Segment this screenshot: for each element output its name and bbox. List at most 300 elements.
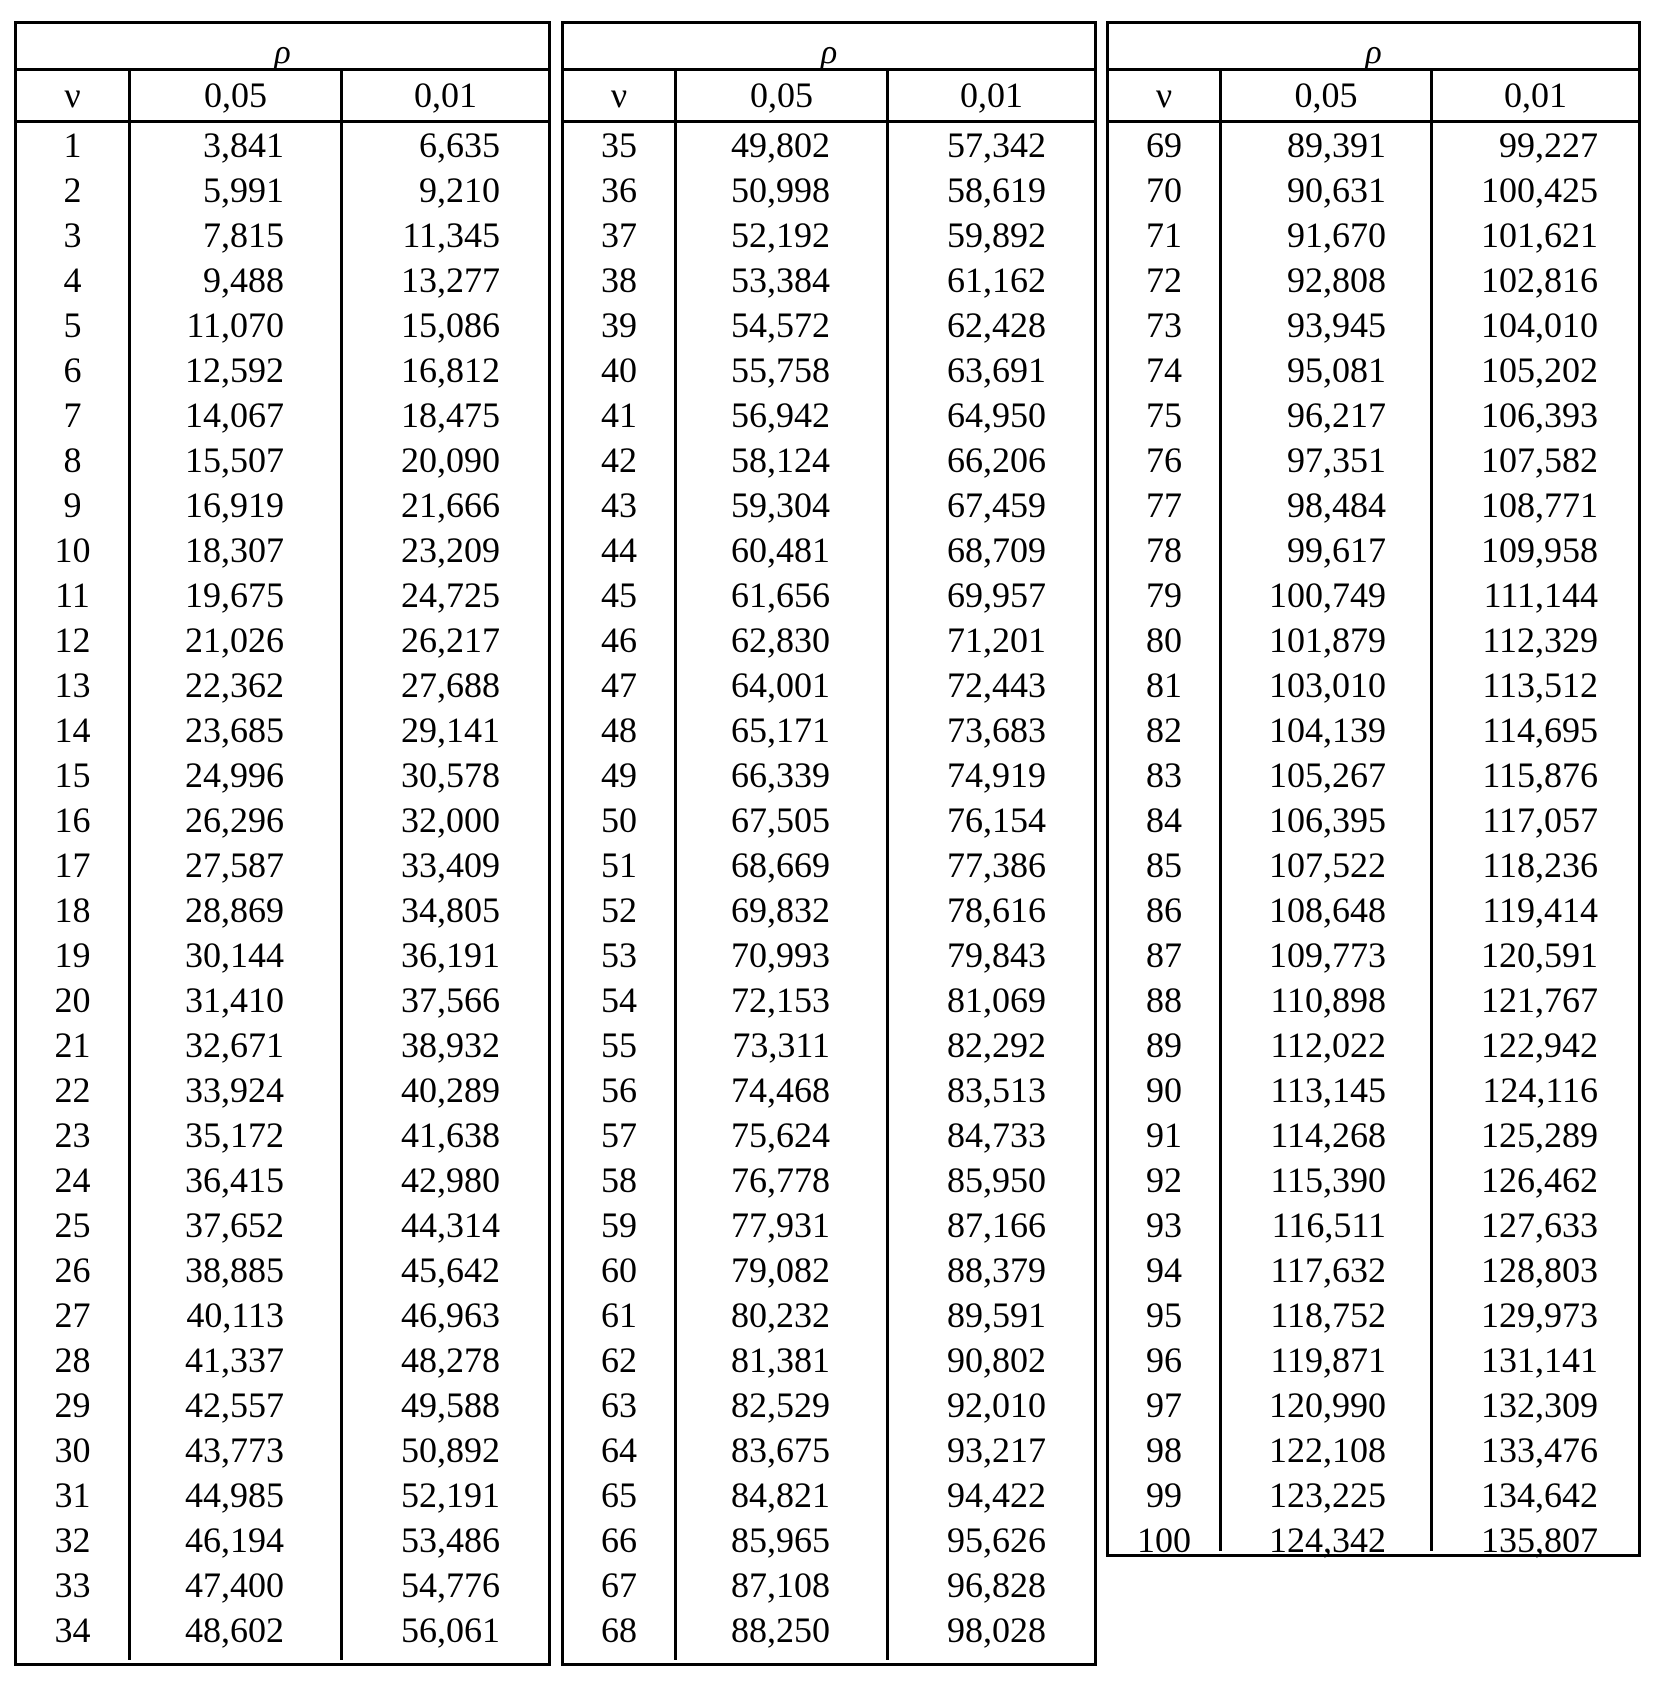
table-cell: 66: [601, 1520, 637, 1560]
table-cell: 38,932: [401, 1025, 500, 1065]
table-cell: 18,307: [185, 530, 284, 570]
table-cell: 114,695: [1482, 710, 1598, 750]
table-cell: 47: [601, 665, 637, 705]
table-cell: 92,010: [947, 1385, 1046, 1425]
table-cell: 67,505: [731, 800, 830, 840]
table-cell: 30: [54, 1430, 91, 1470]
table-cell: 46,194: [185, 1520, 284, 1560]
table-cell: 112,329: [1482, 620, 1598, 660]
table-cell: 21,666: [401, 485, 500, 525]
table-cell: 84,821: [731, 1475, 830, 1515]
table-cell: 53,384: [731, 260, 830, 300]
table-cell: 97,351: [1287, 440, 1386, 480]
table-cell: 9,210: [419, 170, 500, 210]
table-cell: 74,919: [947, 755, 1046, 795]
table-cell: 87,108: [731, 1565, 830, 1605]
table-panel-1: [14, 21, 551, 1666]
table-cell: 119,871: [1270, 1340, 1386, 1380]
table-cell: 12: [54, 620, 91, 660]
table-cell: 119,414: [1482, 890, 1598, 930]
table-cell: 24,996: [185, 755, 284, 795]
p001-column: [343, 123, 548, 1660]
p005-header: 0,05: [677, 71, 889, 120]
table-cell: 59: [601, 1205, 637, 1245]
table-cell: 111,144: [1483, 575, 1598, 615]
table-cell: 68,669: [731, 845, 830, 885]
nu-header: ν: [17, 71, 131, 120]
p005-column: [677, 123, 889, 1660]
table-cell: 87,166: [947, 1205, 1046, 1245]
table-cell: 82: [1146, 710, 1182, 750]
table-cell: 38: [601, 260, 637, 300]
table-cell: 44,314: [401, 1205, 500, 1245]
table-cell: 100: [1137, 1520, 1191, 1560]
table-cell: 95: [1146, 1295, 1182, 1335]
table-cell: 54: [601, 980, 637, 1020]
table-cell: 70: [1146, 170, 1182, 210]
table-cell: 32,000: [401, 800, 500, 840]
table-cell: 121,767: [1481, 980, 1598, 1020]
table-cell: 120,591: [1481, 935, 1598, 975]
p001-header: 0,01: [414, 75, 477, 115]
table-cell: 5: [63, 305, 82, 345]
table-cell: 55: [601, 1025, 637, 1065]
table-cell: 131,141: [1481, 1340, 1598, 1380]
table-cell: 19: [54, 935, 91, 975]
table-cell: 92,808: [1287, 260, 1386, 300]
table-cell: 94,422: [947, 1475, 1046, 1515]
table-cell: 92: [1146, 1160, 1182, 1200]
table-cell: 2: [63, 170, 82, 210]
table-cell: 11: [55, 575, 90, 615]
table-cell: 9: [63, 485, 82, 525]
table-cell: 102,816: [1481, 260, 1598, 300]
table-cell: 73,311: [732, 1025, 830, 1065]
table-cell: 75: [1146, 395, 1182, 435]
table-cell: 97: [1146, 1385, 1182, 1425]
table-cell: 33,409: [401, 845, 500, 885]
table-cell: 129,973: [1481, 1295, 1598, 1335]
table-cell: 17: [54, 845, 91, 885]
table-cell: 85,950: [947, 1160, 1046, 1200]
table-cell: 99,227: [1499, 125, 1598, 165]
table-cell: 84,733: [947, 1115, 1046, 1155]
table-cell: 27,688: [401, 665, 500, 705]
table-cell: 67,459: [947, 485, 1046, 525]
table-cell: 23: [54, 1115, 91, 1155]
table-cell: 133,476: [1481, 1430, 1598, 1470]
table-cell: 3,841: [203, 125, 284, 165]
table-cell: 24: [54, 1160, 91, 1200]
table-cell: 122,942: [1481, 1025, 1598, 1065]
table-cell: 95,626: [947, 1520, 1046, 1560]
nu-header: ν: [1109, 71, 1222, 120]
table-cell: 76,154: [947, 800, 1046, 840]
table-cell: 32: [54, 1520, 91, 1560]
table-cell: 6: [63, 350, 82, 390]
table-cell: 33,924: [185, 1070, 284, 1110]
table-cell: 82,292: [947, 1025, 1046, 1065]
table-cell: 34,805: [401, 890, 500, 930]
column-headers: [564, 71, 1094, 123]
table-cell: 93,945: [1287, 305, 1386, 345]
table-cell: 20: [54, 980, 91, 1020]
table-cell: 1: [63, 125, 82, 165]
column-headers: [17, 71, 548, 123]
table-cell: 127,633: [1481, 1205, 1598, 1245]
table-cell: 110,898: [1270, 980, 1386, 1020]
table-cell: 59,304: [731, 485, 830, 525]
table-cell: 112,022: [1270, 1025, 1386, 1065]
table-cell: 48,602: [185, 1610, 284, 1650]
table-cell: 96,217: [1287, 395, 1386, 435]
table-cell: 98,484: [1287, 485, 1386, 525]
table-cell: 87: [1146, 935, 1182, 975]
table-cell: 60,481: [731, 530, 830, 570]
table-cell: 83,675: [731, 1430, 830, 1470]
table-cell: 21,026: [185, 620, 284, 660]
table-cell: 43,773: [185, 1430, 284, 1470]
table-cell: 85,965: [731, 1520, 830, 1560]
p001-column: [889, 123, 1094, 1660]
table-cell: 75,624: [731, 1115, 830, 1155]
table-cell: 10: [54, 530, 91, 570]
table-cell: 90,802: [947, 1340, 1046, 1380]
nu-header: ν: [564, 71, 677, 120]
p005-column: [131, 123, 343, 1660]
p-label: ρ: [274, 34, 291, 71]
table-cell: 15,086: [401, 305, 500, 345]
table-cell: 31,410: [185, 980, 284, 1020]
table-cell: 68: [601, 1610, 637, 1650]
table-cell: 64,950: [947, 395, 1046, 435]
table-cell: 41,638: [401, 1115, 500, 1155]
table-cell: 107,522: [1269, 845, 1386, 885]
p005-header: 0,05: [1222, 71, 1433, 120]
table-cell: 12,592: [185, 350, 284, 390]
table-cell: 84: [1146, 800, 1182, 840]
table-cell: 104,010: [1481, 305, 1598, 345]
table-cell: 40: [601, 350, 637, 390]
table-cell: 22,362: [185, 665, 284, 705]
table-body: [17, 123, 548, 1660]
table-cell: 8: [63, 440, 82, 480]
table-cell: 76,778: [731, 1160, 830, 1200]
table-cell: 122,108: [1269, 1430, 1386, 1470]
p001-header: 0,01: [1504, 75, 1567, 115]
table-cell: 37: [601, 215, 637, 255]
table-cell: 56,061: [401, 1610, 500, 1650]
table-cell: 58,619: [947, 170, 1046, 210]
table-cell: 83: [1146, 755, 1182, 795]
table-cell: 40,113: [186, 1295, 284, 1335]
table-cell: 79,843: [947, 935, 1046, 975]
table-cell: 28: [54, 1340, 91, 1380]
table-cell: 96: [1146, 1340, 1182, 1380]
table-cell: 85: [1146, 845, 1182, 885]
p005-header: 0,05: [131, 71, 343, 120]
table-cell: 90,631: [1287, 170, 1386, 210]
table-cell: 88,379: [947, 1250, 1046, 1290]
table-cell: 88: [1146, 980, 1182, 1020]
table-cell: 106,393: [1481, 395, 1598, 435]
table-cell: 74,468: [731, 1070, 830, 1110]
table-cell: 41: [601, 395, 637, 435]
table-cell: 105,202: [1481, 350, 1598, 390]
table-cell: 71: [1146, 215, 1182, 255]
table-cell: 68,709: [947, 530, 1046, 570]
table-cell: 115,876: [1482, 755, 1598, 795]
table-cell: 78: [1146, 530, 1182, 570]
table-cell: 15,507: [185, 440, 284, 480]
table-cell: 52,191: [401, 1475, 500, 1515]
table-cell: 32,671: [185, 1025, 284, 1065]
table-cell: 124,342: [1269, 1520, 1386, 1560]
table-cell: 45: [601, 575, 637, 615]
table-cell: 24,725: [401, 575, 500, 615]
table-cell: 56: [601, 1070, 637, 1110]
table-cell: 29: [54, 1385, 91, 1425]
table-cell: 51: [601, 845, 637, 885]
table-cell: 72,153: [731, 980, 830, 1020]
table-cell: 48: [601, 710, 637, 750]
table-cell: 44,985: [185, 1475, 284, 1515]
table-cell: 46: [601, 620, 637, 660]
table-cell: 61: [601, 1295, 637, 1335]
table-cell: 80,232: [731, 1295, 830, 1335]
table-cell: 124,116: [1482, 1070, 1598, 1110]
table-cell: 42,557: [185, 1385, 284, 1425]
table-cell: 69,957: [947, 575, 1046, 615]
table-cell: 13,277: [401, 260, 500, 300]
table-cell: 14,067: [185, 395, 284, 435]
table-cell: 21: [54, 1025, 91, 1065]
table-cell: 23,685: [185, 710, 284, 750]
table-cell: 11,070: [186, 305, 284, 345]
p-header: [17, 24, 548, 71]
table-cell: 81,381: [731, 1340, 830, 1380]
table-cell: 91,670: [1287, 215, 1386, 255]
table-cell: 120,990: [1269, 1385, 1386, 1425]
table-cell: 66,339: [731, 755, 830, 795]
table-cell: 114,268: [1270, 1115, 1386, 1155]
table-cell: 39: [601, 305, 637, 345]
table-panel-2: [561, 21, 1097, 1666]
table-cell: 38,885: [185, 1250, 284, 1290]
table-cell: 74: [1146, 350, 1182, 390]
p-header: [1109, 24, 1638, 71]
table-cell: 18,475: [401, 395, 500, 435]
table-cell: 123,225: [1269, 1475, 1386, 1515]
table-cell: 135,807: [1481, 1520, 1598, 1560]
table-cell: 53: [601, 935, 637, 975]
table-panel-3: [1106, 21, 1641, 1560]
table-cell: 16: [54, 800, 91, 840]
table-cell: 52,192: [731, 215, 830, 255]
table-cell: 96,828: [947, 1565, 1046, 1605]
table-cell: 57: [601, 1115, 637, 1155]
table-cell: 58,124: [731, 440, 830, 480]
table-cell: 33: [54, 1565, 91, 1605]
table-cell: 134,642: [1481, 1475, 1598, 1515]
table-cell: 86: [1146, 890, 1182, 930]
table-cell: 73,683: [947, 710, 1046, 750]
p001-column: [1433, 123, 1638, 1560]
table-cell: 61,162: [947, 260, 1046, 300]
table-cell: 94: [1146, 1250, 1182, 1290]
table-cell: 98,028: [947, 1610, 1046, 1650]
table-cell: 54,572: [731, 305, 830, 345]
table-cell: 82,529: [731, 1385, 830, 1425]
table-cell: 118,752: [1270, 1295, 1386, 1335]
table-cell: 36,191: [401, 935, 500, 975]
table-cell: 105,267: [1269, 755, 1386, 795]
table-cell: 42,980: [401, 1160, 500, 1200]
p-header: [564, 24, 1094, 71]
table-cell: 63,691: [947, 350, 1046, 390]
table-cell: 67: [601, 1565, 637, 1605]
table-cell: 108,771: [1481, 485, 1598, 525]
table-cell: 98: [1146, 1430, 1182, 1470]
table-cell: 5,991: [203, 170, 284, 210]
table-cell: 93,217: [947, 1430, 1046, 1470]
table-cell: 62,830: [731, 620, 830, 660]
table-cell: 49,588: [401, 1385, 500, 1425]
table-cell: 53,486: [401, 1520, 500, 1560]
table-cell: 113,145: [1270, 1070, 1386, 1110]
table-cell: 109,958: [1481, 530, 1598, 570]
table-cell: 6,635: [419, 125, 500, 165]
table-cell: 44: [601, 530, 637, 570]
table-body: [564, 123, 1094, 1660]
table-cell: 59,892: [947, 215, 1046, 255]
table-cell: 126,462: [1481, 1160, 1598, 1200]
table-cell: 117,632: [1270, 1250, 1386, 1290]
table-cell: 128,803: [1481, 1250, 1598, 1290]
table-cell: 7: [63, 395, 82, 435]
table-cell: 79,082: [731, 1250, 830, 1290]
table-cell: 117,057: [1482, 800, 1598, 840]
table-cell: 50: [601, 800, 637, 840]
table-cell: 76: [1146, 440, 1182, 480]
table-cell: 20,090: [401, 440, 500, 480]
table-cell: 36: [601, 170, 637, 210]
table-cell: 63: [601, 1385, 637, 1425]
table-cell: 3: [63, 215, 82, 255]
table-cell: 66,206: [947, 440, 1046, 480]
table-cell: 89: [1146, 1025, 1182, 1065]
table-cell: 49,802: [731, 125, 830, 165]
table-cell: 90: [1146, 1070, 1182, 1110]
table-cell: 55,758: [731, 350, 830, 390]
table-cell: 89,391: [1287, 125, 1386, 165]
table-cell: 65,171: [731, 710, 830, 750]
table-cell: 31: [54, 1475, 91, 1515]
table-cell: 62: [601, 1340, 637, 1380]
table-cell: 101,621: [1481, 215, 1598, 255]
nu-column: [17, 123, 131, 1660]
table-cell: 100,425: [1481, 170, 1598, 210]
table-cell: 73: [1146, 305, 1182, 345]
table-cell: 36,415: [185, 1160, 284, 1200]
p001-header: 0,01: [960, 75, 1023, 115]
table-cell: 26,217: [401, 620, 500, 660]
table-cell: 30,578: [401, 755, 500, 795]
table-cell: 19,675: [185, 575, 284, 615]
table-cell: 42: [601, 440, 637, 480]
table-cell: 34: [54, 1610, 91, 1650]
table-cell: 80: [1146, 620, 1182, 660]
table-cell: 101,879: [1269, 620, 1386, 660]
table-cell: 77: [1146, 485, 1182, 525]
table-cell: 18: [54, 890, 91, 930]
table-cell: 57,342: [947, 125, 1046, 165]
table-cell: 56,942: [731, 395, 830, 435]
table-cell: 11,345: [402, 215, 500, 255]
table-cell: 88,250: [731, 1610, 830, 1650]
table-cell: 95,081: [1287, 350, 1386, 390]
table-cell: 116,511: [1271, 1205, 1386, 1245]
table-cell: 60: [601, 1250, 637, 1290]
table-cell: 29,141: [401, 710, 500, 750]
table-cell: 108,648: [1269, 890, 1386, 930]
table-cell: 50,892: [401, 1430, 500, 1470]
table-cell: 48,278: [401, 1340, 500, 1380]
table-cell: 69,832: [731, 890, 830, 930]
table-cell: 40,289: [401, 1070, 500, 1110]
table-cell: 62,428: [947, 305, 1046, 345]
table-cell: 72: [1146, 260, 1182, 300]
table-cell: 14: [54, 710, 91, 750]
table-cell: 125,289: [1481, 1115, 1598, 1155]
table-cell: 103,010: [1269, 665, 1386, 705]
table-cell: 7,815: [203, 215, 284, 255]
table-cell: 93: [1146, 1205, 1182, 1245]
table-cell: 45,642: [401, 1250, 500, 1290]
table-cell: 100,749: [1269, 575, 1386, 615]
table-cell: 52: [601, 890, 637, 930]
table-cell: 106,395: [1269, 800, 1386, 840]
table-cell: 37,566: [401, 980, 500, 1020]
table-cell: 113,512: [1482, 665, 1598, 705]
p-label: ρ: [1365, 34, 1382, 71]
table-cell: 69: [1146, 125, 1182, 165]
table-cell: 9,488: [203, 260, 284, 300]
table-cell: 72,443: [947, 665, 1046, 705]
table-cell: 16,812: [401, 350, 500, 390]
table-cell: 54,776: [401, 1565, 500, 1605]
table-cell: 81,069: [947, 980, 1046, 1020]
table-cell: 99,617: [1287, 530, 1386, 570]
table-cell: 118,236: [1482, 845, 1598, 885]
table-cell: 99: [1146, 1475, 1182, 1515]
table-cell: 104,139: [1269, 710, 1386, 750]
table-cell: 27: [54, 1295, 91, 1335]
column-headers: [1109, 71, 1638, 123]
table-cell: 22: [54, 1070, 91, 1110]
table-cell: 26: [54, 1250, 91, 1290]
table-cell: 77,931: [731, 1205, 830, 1245]
table-cell: 107,582: [1481, 440, 1598, 480]
table-cell: 58: [601, 1160, 637, 1200]
nu-column: [564, 123, 677, 1660]
nu-column: [1109, 123, 1222, 1560]
table-cell: 35,172: [185, 1115, 284, 1155]
table-cell: 35: [601, 125, 637, 165]
table-cell: 15: [54, 755, 91, 795]
table-cell: 27,587: [185, 845, 284, 885]
table-cell: 25: [54, 1205, 91, 1245]
